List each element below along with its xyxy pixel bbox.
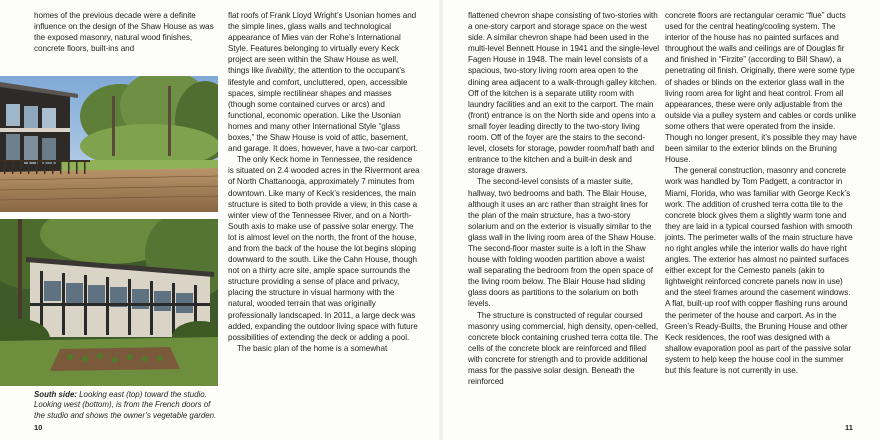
photo-south-side-looking-west [0,219,218,386]
page-gutter [438,0,444,440]
text-column-4 [665,10,857,376]
paragraph: The only Keck home in Tennessee, the residence is situated on 2.4 wooded acres in the Rivermont area of North Chattanooga, approximately 7 minutes from downtown. Like many of Keck’s residences, the main structure is sited to both provide a view, in this case a winter view of the Tennessee River, and on a North-South axis to make use of passive solar energy. The lot is almost level on the north, the front of the house, and from the back of the house the lot begins sloping downward to the south. Like the Cahn House, though not on a thirty acre site, ample space surrounds the structure providing a sense of place and privacy, placing the structure in visual harmony with the natural, wooded terrain that was originally professionally landscaped. In 2011, a large deck was added, expanding the outdoor living space with future possibilities of extending the deck or adding a pool. [228,155,420,342]
paragraph: The basic plan of the home is a somewhat [237,343,388,353]
text-column-1 [34,10,222,54]
photo-caption [34,390,220,421]
paragraph: concrete floors are rectangular ceramic “flue” ducts used for the central heating/cooling system. The interior of the house has no painted surfaces and throughout the walls and ceilings are of Douglas fir and finished in “Firzite” (according to Bill Shaw), a penetrating oil finish. Originally, there were some type of shades or blinds on the exterior glass wall in the living room area for light and heat control. From all appearances, these were only adjustable from the outside via a pulley system and cables or cords unlike some others that were operated from the inside. Though no longer present, it’s possible they may have been similar to the exterior blinds on the Bruning House. [665,11,857,165]
page-number-left: 10 [34,423,43,432]
caption-label: South side: [34,390,77,399]
paragraph: flat roofs of Frank Lloyd Wright’s Usonian homes and the simple lines, glass walls and technological appearance of Mies van der Rohe’s International Style. Features belonging to virtually every Keck project are seen within the Shaw House as well, things like livability, the attention to the occupant’s lifestyle and comfort, uncluttered, open, accessible spaces, simple rectilinear shapes and masses (though some contained curves or arcs) and functional, economic operation. Like the Usonian homes and many other International Style “glass boxes,” the Shaw House is void of attic, basement, and garage. It does, however, have a two-car carport. [228,11,418,154]
paragraph: The structure is constructed of regular coursed masonry using commercial, high density, open-celled, concrete block containing crushed terra cotta tile. The cells of the concrete block are reinforced and filled with concrete for strength and to provide additional mass for the passive solar design. Beneath the reinforced [468,310,659,387]
paragraph: flattened chevron shape consisting of two-stories with a one-story carport and storage space on the west side. A similar chevron shape had been used in the multi-level Bennett House in 1941 and the single-level Fagen House in 1948. The main level consists of a spacious, two-story living room area open to the dining area adjacent to a walk-through galley kitchen. Off of the kitchen is a separate utility room with laundry facilities and an exit to the carport. The main (front) entrance is on the North side and opens into a small foyer leading directly to the two-story living room. Off of the foyer are the stairs to the second-level, closets for storage, powder room/half bath and entrance to the kitchen and a built-in desk and storage drawers. [468,11,660,176]
paragraph: homes of the previous decade were a definite influence on the design of the Shaw House as was the exposed masonry, natural wood finishes, concrete floors, built-ins and [34,11,214,54]
page-number-right: 11 [845,423,853,432]
paragraph: The second-level consists of a master suite, hallway, two bedrooms and bath. The Blair House, although it uses an arc rather than straight lines for the plan of the main structure, has a two-story solarium and on the exterior is visually similar to the glass wall in the living room area of the Shaw House. The second-floor master suite is a loft in the Shaw house with folding wooden partition above a waist wall separating the bedroom from the open space of the living room below. The Blair House had sliding glass doors as partitions to the solarium on both levels. [468,177,656,309]
caption-text: Looking east (top) toward the studio. Looking west (bottom), is from the French doors of the studio and shows the owner’s vegetable garden. [34,390,217,420]
paragraph: The general construction, masonry and concrete work was handled by Tom Padgett, a contractor in Miami, Florida, who was familiar with George Keck’s work. The addition of crushed terra cotta tile to the concrete block gives them a slightly warm tone and they are laid in a typical coursed fashion with smooth joints. The perimeter walls of the main structure have no right angles while the interior walls do have right angles. The exterior has almost no painted surfaces either except for the Cemesto panels (akin to lightweight reinforced concrete panels now in use) and the steel frames around the casement windows. A flat, built-up roof with copper flashing runs around the perimeter of the house and carport. As in the Green’s Ready-Builts, the Bruning House and other Keck residences, the roof was designed with a shallow evaporation pool as part of the passive solar system to help keep the house cool in the summer but this feature is not currently in use. [665,166,853,375]
text-column-3 [468,10,660,387]
text-column-2 [228,10,420,354]
photo-south-side-looking-east [0,76,218,212]
